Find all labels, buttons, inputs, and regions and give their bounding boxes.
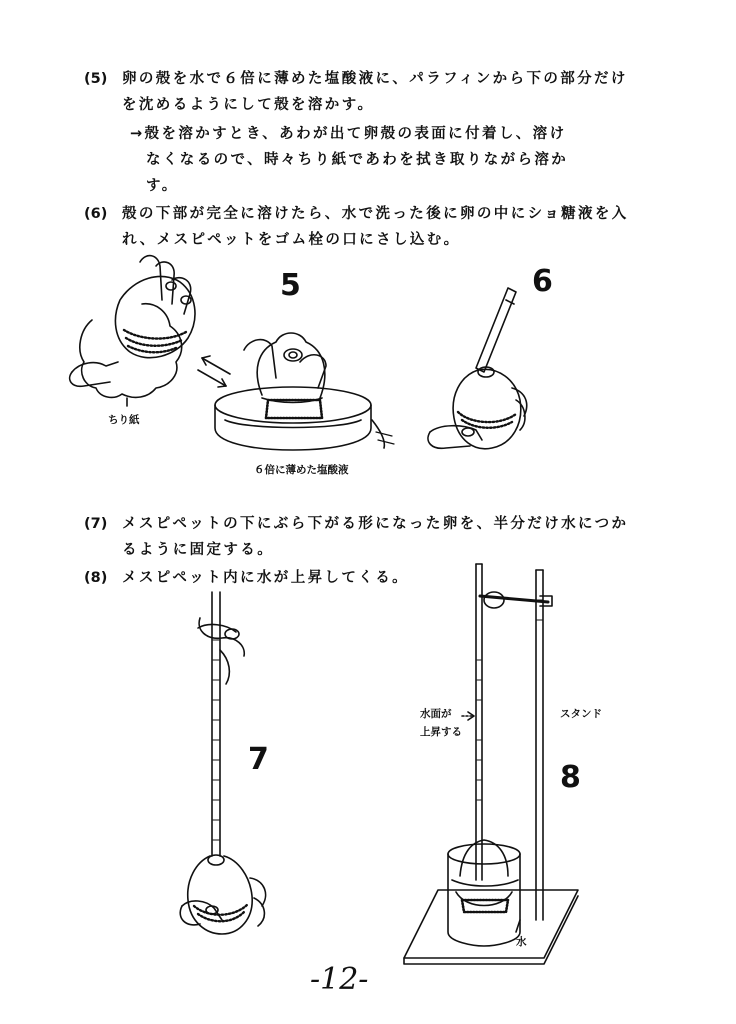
double-arrow-icon: [198, 356, 230, 387]
note-line: す。: [146, 178, 179, 194]
step-text-line: メスピペットの下にぶら下がる形になった卵を、半分だけ水につか: [122, 516, 629, 532]
step-number: (6): [84, 206, 108, 222]
tissue-hand-illustration: [70, 256, 195, 406]
page-number: -12-: [310, 962, 369, 997]
caption-water: 水: [516, 936, 527, 948]
step-text-line: 殻の下部が完全に溶けたら、水で洗った後に卵の中にショ糖液を入: [122, 206, 629, 222]
caption-water-rises-1: 水面が: [420, 708, 452, 720]
step-text-line: るように固定する。: [122, 542, 275, 558]
figure-8-label: 8: [560, 760, 581, 795]
stand-apparatus-illustration: [404, 564, 578, 964]
step-number: (8): [84, 570, 108, 586]
note-line: →殻を溶かすとき、あわが出て卵殻の表面に付着し、溶け: [130, 126, 567, 142]
egg-pipette-illustration: [428, 288, 527, 449]
acid-dish-illustration: [215, 333, 394, 450]
caption-water-rises-2: 上昇する: [420, 726, 462, 738]
step-text-line: メスピペット内に水が上昇してくる。: [122, 570, 410, 586]
step-text-line: 卵の殻を水で６倍に薄めた塩酸液に、パラフィンから下の部分だけ: [122, 71, 628, 87]
caption-diluted-acid: ６倍に薄めた塩酸液: [254, 464, 349, 476]
figure-5-label: 5: [280, 268, 301, 303]
note-line: なくなるので、時々ちり紙であわを拭き取りながら溶か: [146, 152, 569, 168]
caption-tissue: ちり紙: [108, 414, 140, 426]
step-number: (7): [84, 516, 108, 532]
figure-6-label: 6: [532, 264, 553, 299]
step-text-line: れ、メスピペットをゴム栓の口にさし込む。: [122, 232, 461, 248]
figure-7-label: 7: [248, 742, 269, 777]
step-number: (5): [84, 71, 108, 87]
caption-stand: スタンド: [560, 708, 602, 720]
step-text-line: を沈めるようにして殻を溶かす。: [122, 97, 375, 113]
